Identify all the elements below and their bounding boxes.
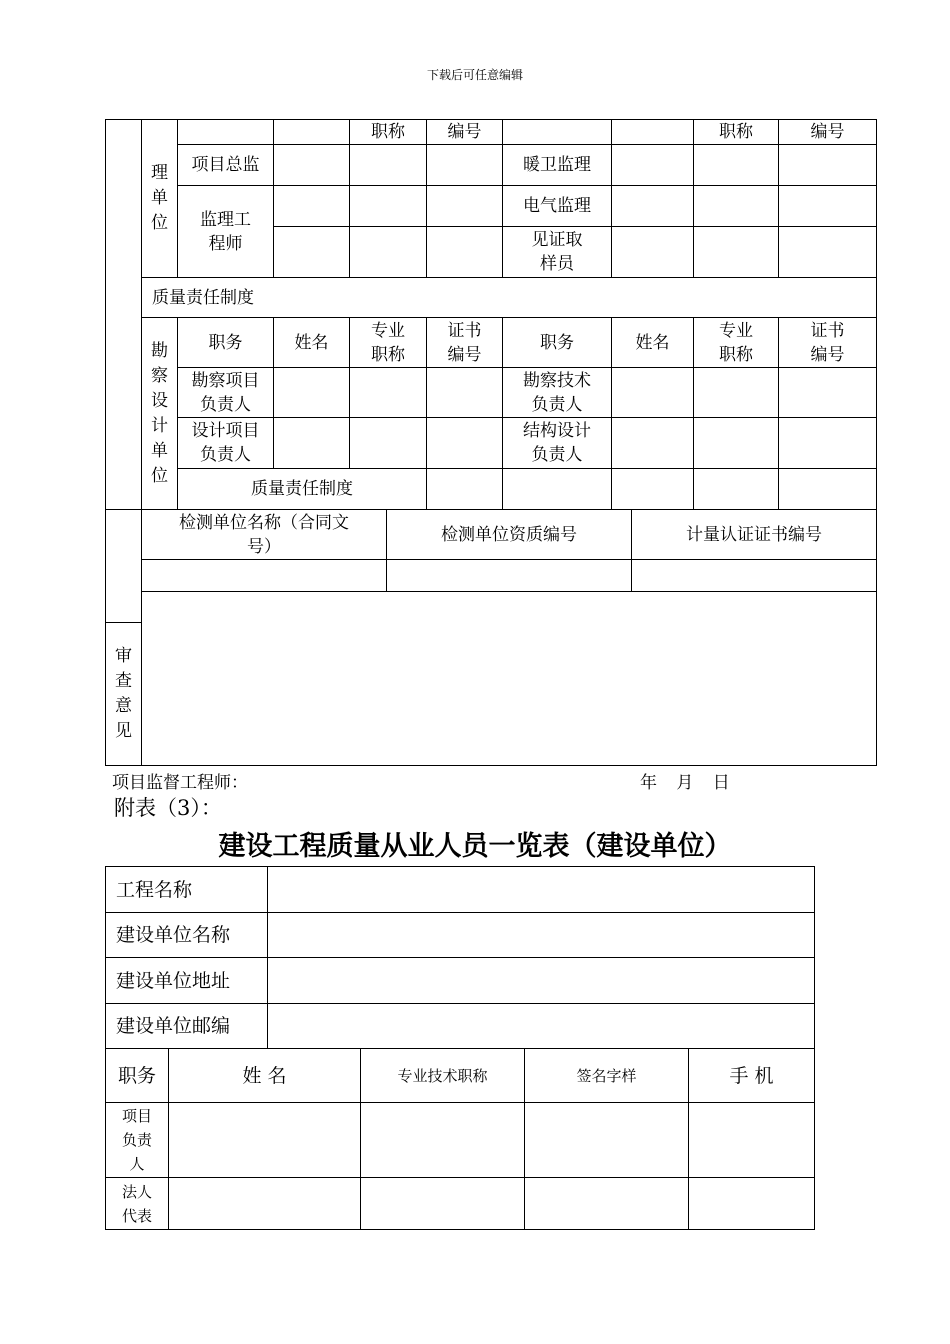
header-duty: 职务 bbox=[503, 318, 612, 368]
input-cell[interactable] bbox=[694, 227, 779, 278]
input-cell[interactable] bbox=[274, 418, 350, 469]
cell bbox=[612, 120, 694, 145]
input-cell[interactable] bbox=[779, 418, 877, 469]
input-cell[interactable] bbox=[525, 1178, 689, 1230]
input-cell[interactable] bbox=[694, 186, 779, 227]
header-prof-title: 专业 职称 bbox=[694, 318, 779, 368]
input-cell[interactable] bbox=[694, 145, 779, 186]
review-opinion-area[interactable] bbox=[142, 592, 877, 766]
header-prof-title: 专业技术职称 bbox=[361, 1049, 525, 1103]
header-title: 职称 bbox=[694, 120, 779, 145]
supervision-side-label: 理 单 位 bbox=[142, 120, 178, 278]
quality-system-label: 质量责任制度 bbox=[142, 278, 877, 318]
bottom-quality-label: 质量责任制度 bbox=[178, 469, 427, 510]
input-cell[interactable] bbox=[361, 1178, 525, 1230]
label-structure-lead: 结构设计 负责人 bbox=[503, 418, 612, 469]
input-cell[interactable] bbox=[427, 227, 503, 278]
label-survey-lead: 勘察项目 负责人 bbox=[178, 368, 274, 418]
label-unit-name: 建设单位名称 bbox=[106, 913, 268, 958]
label-project-lead: 项目 负责 人 bbox=[106, 1103, 169, 1178]
label-sampler: 见证取 样员 bbox=[503, 227, 612, 278]
input-cell[interactable] bbox=[350, 227, 427, 278]
cell bbox=[274, 120, 350, 145]
header-qualification-number: 检测单位资质编号 bbox=[387, 510, 632, 560]
supervisor-engineer-label: 项目监督工程师： bbox=[112, 773, 248, 793]
header-name: 姓名 bbox=[612, 318, 694, 368]
input-cell[interactable] bbox=[612, 186, 694, 227]
input-cell[interactable] bbox=[779, 145, 877, 186]
input-cell[interactable] bbox=[350, 418, 427, 469]
input-cell[interactable] bbox=[689, 1103, 815, 1178]
header-duty: 职务 bbox=[106, 1049, 169, 1103]
input-unit-postcode[interactable] bbox=[268, 1004, 815, 1049]
label-legal-rep: 法人 代表 bbox=[106, 1178, 169, 1230]
left-border-cell bbox=[106, 120, 142, 510]
input-cell[interactable] bbox=[350, 186, 427, 227]
input-cell[interactable] bbox=[612, 227, 694, 278]
input-unit-address[interactable] bbox=[268, 958, 815, 1004]
input-cell[interactable] bbox=[350, 368, 427, 418]
input-cell[interactable] bbox=[274, 145, 350, 186]
header-phone: 手 机 bbox=[689, 1049, 815, 1103]
input-unit-name[interactable] bbox=[268, 913, 815, 958]
header-name: 姓 名 bbox=[169, 1049, 361, 1103]
label-project-name: 工程名称 bbox=[106, 867, 268, 913]
left-border-cell bbox=[106, 510, 142, 623]
input-cell[interactable] bbox=[361, 1103, 525, 1178]
label-hvac: 暖卫监理 bbox=[503, 145, 612, 186]
input-cell[interactable] bbox=[612, 145, 694, 186]
input-cell[interactable] bbox=[779, 227, 877, 278]
header-prof-title: 专业 职称 bbox=[350, 318, 427, 368]
review-opinion-label: 审 查 意 见 bbox=[106, 623, 142, 766]
input-cell[interactable] bbox=[632, 560, 877, 592]
input-cell[interactable] bbox=[427, 186, 503, 227]
input-cell[interactable] bbox=[612, 368, 694, 418]
testing-unit-table bbox=[105, 509, 877, 766]
input-cell[interactable] bbox=[350, 145, 427, 186]
date-label: 年 月 日 bbox=[640, 773, 730, 793]
input-cell[interactable] bbox=[779, 368, 877, 418]
header-number: 编号 bbox=[779, 120, 877, 145]
input-cell[interactable] bbox=[694, 418, 779, 469]
input-cell[interactable] bbox=[274, 186, 350, 227]
page-header-note: 下载后可任意编辑 bbox=[426, 68, 523, 82]
input-cell[interactable] bbox=[689, 1178, 815, 1230]
header-title: 职称 bbox=[350, 120, 427, 145]
header-duty: 职务 bbox=[178, 318, 274, 368]
input-cell[interactable] bbox=[525, 1103, 689, 1178]
input-cell[interactable] bbox=[142, 560, 387, 592]
input-cell[interactable] bbox=[387, 560, 632, 592]
input-cell[interactable] bbox=[427, 145, 503, 186]
label-engineer: 监理工 程师 bbox=[178, 186, 274, 278]
header-cert: 证书 编号 bbox=[427, 318, 503, 368]
input-cell[interactable] bbox=[274, 368, 350, 418]
input-cell[interactable] bbox=[274, 227, 350, 278]
label-chief: 项目总监 bbox=[178, 145, 274, 186]
label-design-lead: 设计项目 负责人 bbox=[178, 418, 274, 469]
label-survey-tech: 勘察技术 负责人 bbox=[503, 368, 612, 418]
page-title: 建设工程质量从业人员一览表（建设单位） bbox=[218, 831, 732, 862]
input-project-name[interactable] bbox=[268, 867, 815, 913]
header-name: 姓名 bbox=[274, 318, 350, 368]
input-cell[interactable] bbox=[779, 186, 877, 227]
label-unit-address: 建设单位地址 bbox=[106, 958, 268, 1004]
label-unit-postcode: 建设单位邮编 bbox=[106, 1004, 268, 1049]
personnel-table-units bbox=[105, 119, 877, 510]
input-cell[interactable] bbox=[169, 1178, 361, 1230]
annex-label: 附表（3）： bbox=[114, 796, 222, 820]
header-metrology-cert: 计量认证证书编号 bbox=[632, 510, 877, 560]
header-number: 编号 bbox=[427, 120, 503, 145]
header-testing-unit-name: 检测单位名称（合同文 号） bbox=[142, 510, 387, 560]
input-cell[interactable] bbox=[169, 1103, 361, 1178]
input-cell[interactable] bbox=[779, 469, 877, 510]
cell bbox=[178, 120, 274, 145]
header-cert: 证书 编号 bbox=[779, 318, 877, 368]
input-cell[interactable] bbox=[694, 469, 779, 510]
input-cell[interactable] bbox=[612, 469, 694, 510]
survey-side-label: 勘 察 设 计 单 位 bbox=[142, 318, 178, 510]
input-cell[interactable] bbox=[694, 368, 779, 418]
label-electric: 电气监理 bbox=[503, 186, 612, 227]
input-cell[interactable] bbox=[612, 418, 694, 469]
cell bbox=[503, 120, 612, 145]
input-cell[interactable] bbox=[427, 469, 503, 510]
input-cell[interactable] bbox=[503, 469, 612, 510]
input-cell[interactable] bbox=[427, 418, 503, 469]
header-signature: 签名字样 bbox=[525, 1049, 689, 1103]
construction-unit-table bbox=[105, 866, 815, 1230]
input-cell[interactable] bbox=[427, 368, 503, 418]
